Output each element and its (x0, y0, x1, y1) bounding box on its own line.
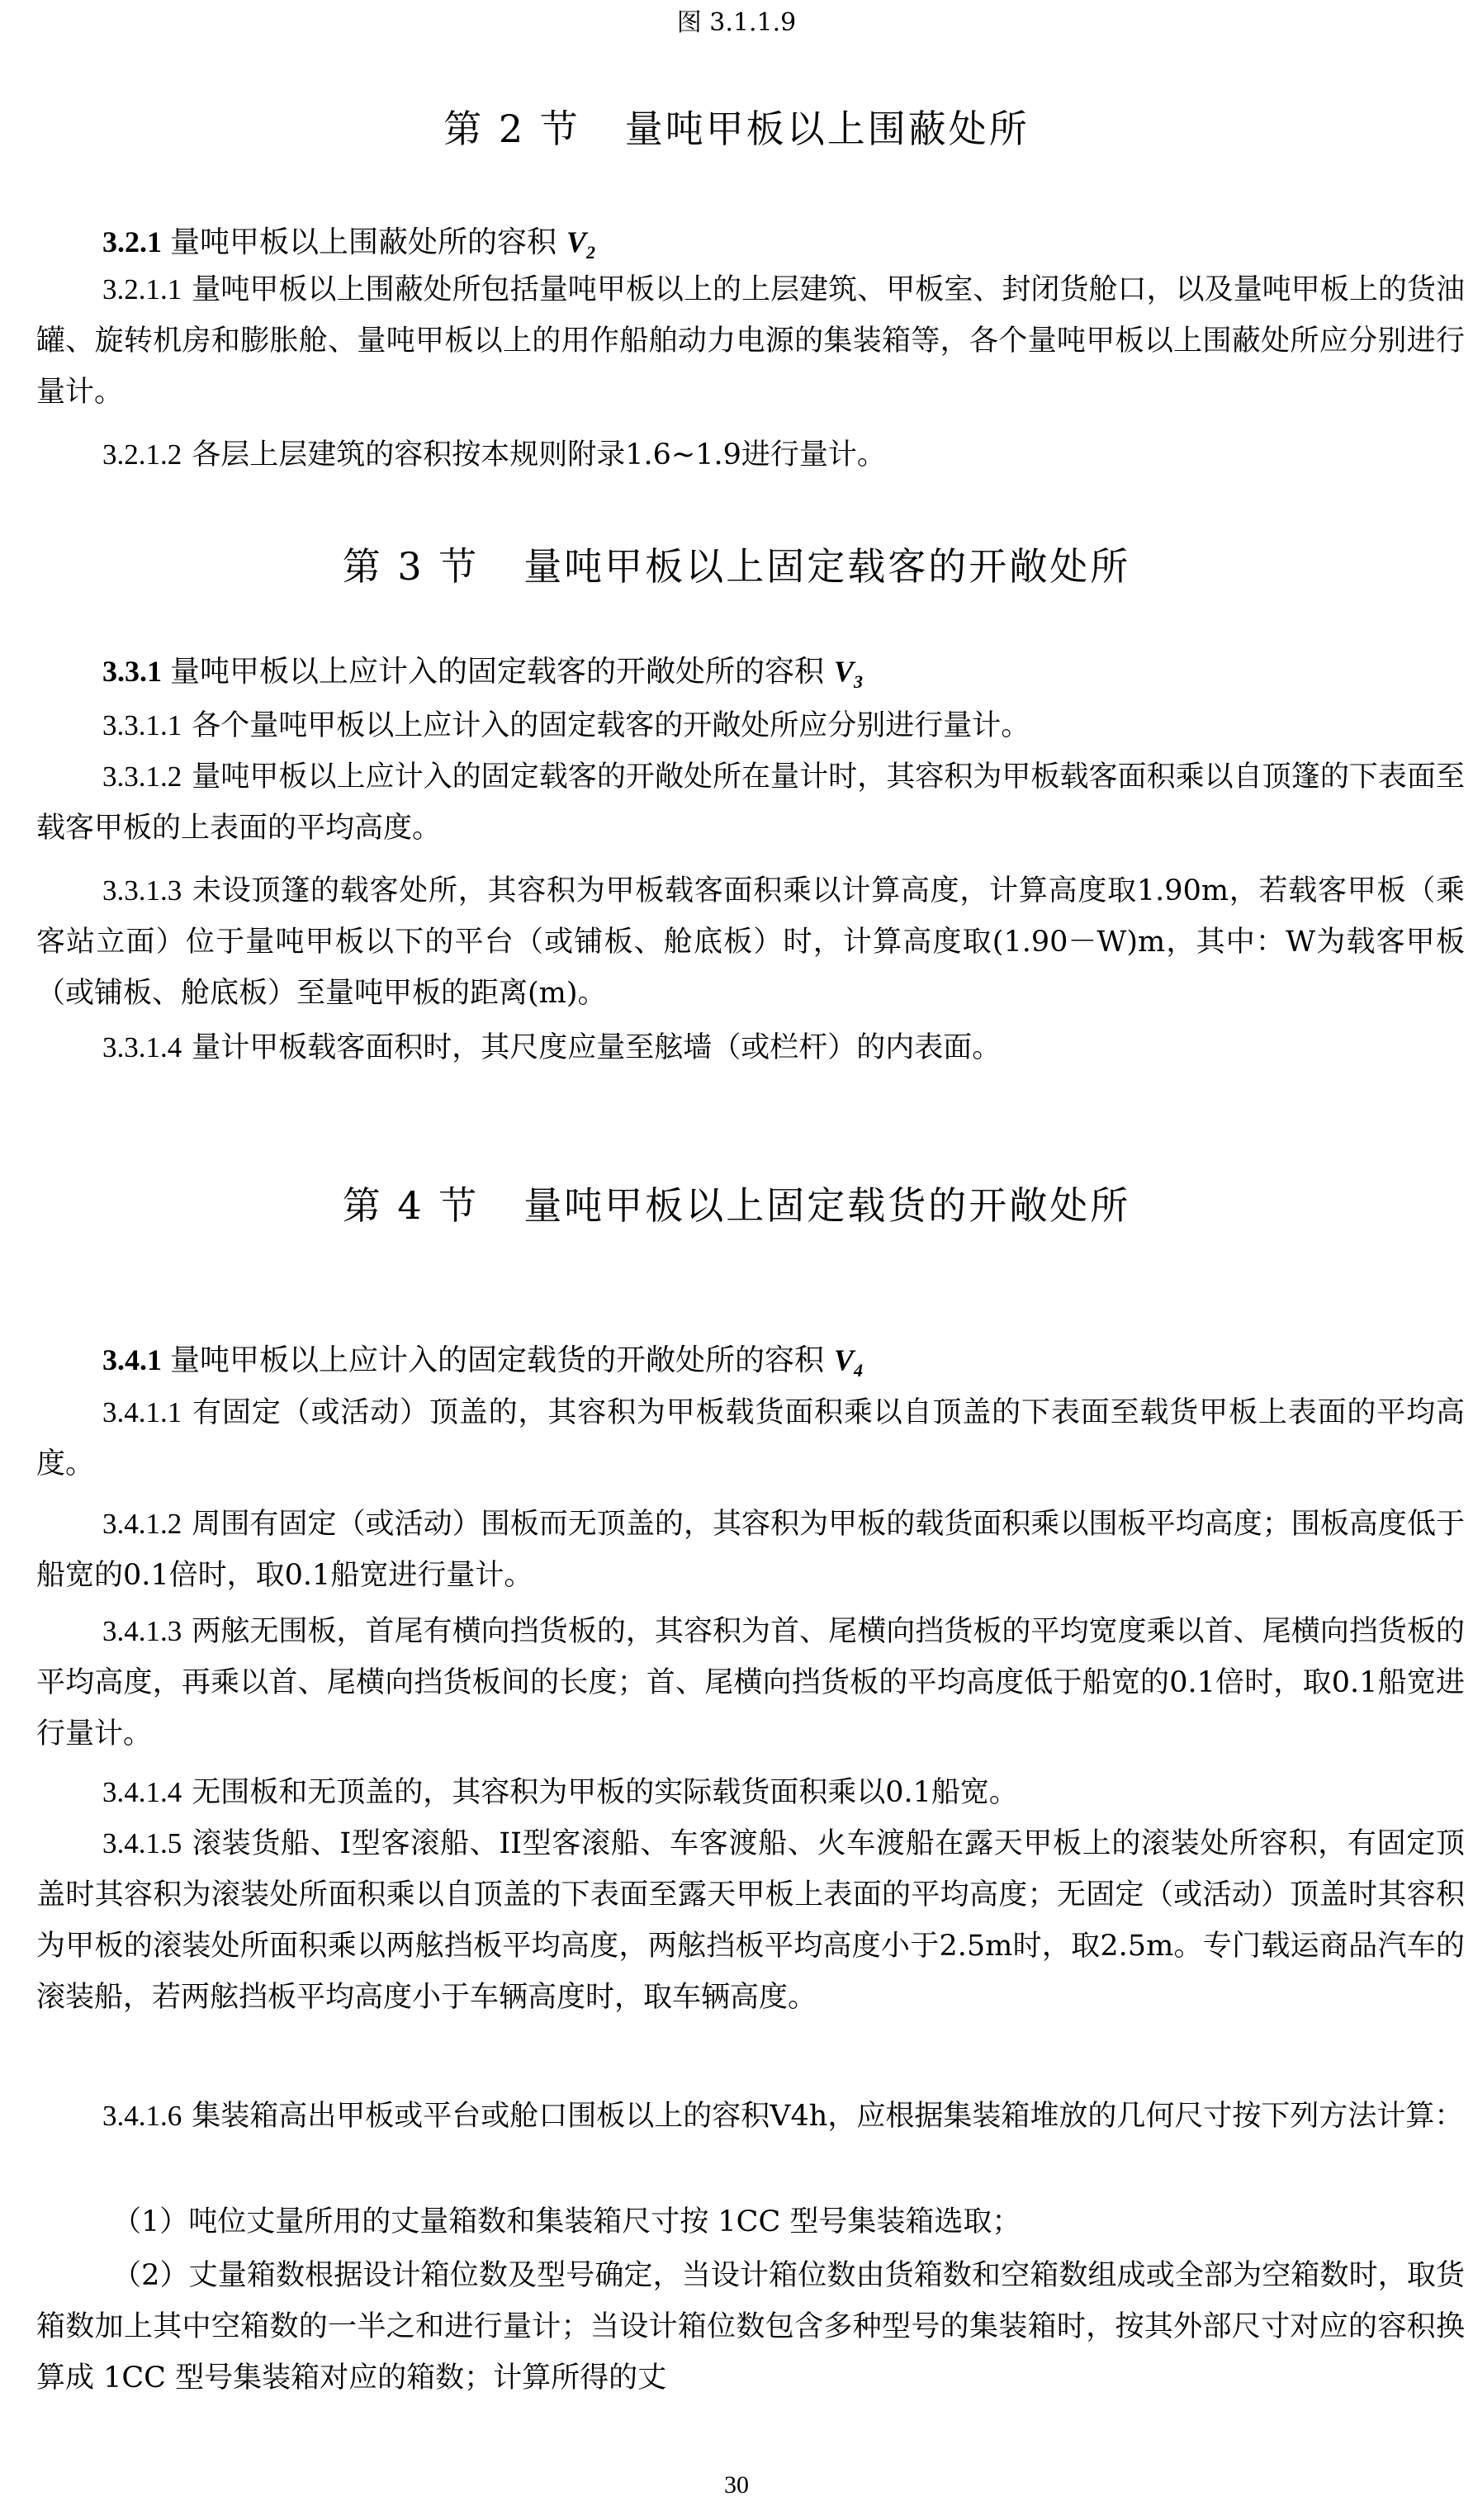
subsection-heading (102, 651, 1423, 703)
paragraph: 3.3.1.2 量吨甲板以上应计入的固定载客的开敞处所在量计时，其容积为甲板载客面积乘以自顶篷的下表面至载客甲板的上表面的平均高度。 (36, 760, 1465, 845)
volume-symbol: $V_2$ (566, 225, 596, 263)
section-label: 第 4 节 (342, 1183, 480, 1228)
volume-symbol: $V_3$ (834, 655, 864, 693)
section-label: 第 2 节 (443, 107, 580, 151)
paragraph: 3.3.1.3 未设顶篷的载客处所，其容积为甲板载客面积乘以计算高度，计算高度取1.90m，若载客甲板（乘客站立面）位于量吨甲板以下的平台（或铺板、舱底板）时，计算高度取(1.90－W)m，其中：W为载客甲板（或铺板、舱底板）至量吨甲板的距离(m)。 (36, 874, 1465, 1010)
subsection-number: 3.2.1 (102, 225, 162, 258)
section-title: 量吨甲板以上固定载客的开敞处所 (523, 544, 1131, 589)
subsection-title: 量吨甲板以上应计入的固定载客的开敞处所的容积 (170, 655, 825, 689)
paragraph: 3.4.1.4 无围板和无顶盖的，其容积为甲板的实际载货面积乘以0.1船宽。 (102, 1776, 1018, 1809)
section-heading (0, 104, 1473, 154)
paragraph: （1）吨位丈量所用的丈量箱数和集装箱尺寸按 1CC 型号集装箱选取； (112, 2205, 1021, 2238)
subsection-title: 量吨甲板以上围蔽处所的容积 (170, 225, 557, 259)
paragraph: 3.4.1.1 有固定（或活动）顶盖的，其容积为甲板载货面积乘以自顶盖的下表面至载货甲板上表面的平均高度。 (36, 1396, 1465, 1480)
section-title: 量吨甲板以上围蔽处所 (624, 107, 1030, 151)
paragraph: 3.2.1.2 各层上层建筑的容积按本规则附录1.6~1.9进行量计。 (102, 438, 886, 471)
paragraph: 3.4.1.2 周围有固定（或活动）围板而无顶盖的，其容积为甲板的载货面积乘以围板平均高度；围板高度低于船宽的0.1倍时，取0.1船宽进行量计。 (36, 1508, 1465, 1592)
page-number: 30 (724, 2471, 749, 2499)
volume-symbol: $V_4$ (834, 1343, 864, 1381)
subsection-number: 3.4.1 (102, 1343, 162, 1376)
subsection-title: 量吨甲板以上应计入的固定载货的开敞处所的容积 (170, 1343, 825, 1377)
paragraph: （2）丈量箱数根据设计箱位数及型号确定，当设计箱位数由货箱数和空箱数组成或全部为空箱数时，取货箱数加上其中空箱数的一半之和进行量计；当设计箱位数包含多种型号的集装箱时，按其外部尺寸对应的容积换算成 1CC 型号集装箱对应的箱数；计算所得的丈 (36, 2259, 1465, 2394)
section-label: 第 3 节 (342, 544, 480, 589)
section-title: 量吨甲板以上固定载货的开敞处所 (523, 1183, 1131, 1228)
paragraph: 3.3.1.1 各个量吨甲板以上应计入的固定载客的开敞处所应分别进行量计。 (102, 709, 1030, 742)
figure-caption: 图 3.1.1.9 (676, 8, 797, 37)
paragraph: 3.2.1.1 量吨甲板以上围蔽处所包括量吨甲板以上的上层建筑、甲板室、封闭货舱口，以及量吨甲板上的货油罐、旋转机房和膨胀舱、量吨甲板以上的用作船舶动力电源的集装箱等，各个量吨甲板以上围蔽处所应分别进行量计。 (36, 273, 1465, 409)
paragraph: 3.3.1.4 量计甲板载客面积时，其尺度应量至舷墙（或栏杆）的内表面。 (102, 1031, 1002, 1064)
section-heading (0, 542, 1473, 591)
paragraph: 3.4.1.5 滚装货船、I型客滚船、II型客滚船、车客渡船、火车渡船在露天甲板上的滚装处所容积，有固定顶盖时其容积为滚装处所面积乘以自顶盖的下表面至露天甲板上表面的平均高度；无固定（或活动）顶盖时其容积为甲板的滚装处所面积乘以两舷挡板平均高度，两舷挡板平均高度小于2.5m时，取2.5m。专门载运商品汽车的滚装船，若两舷挡板平均高度小于车辆高度时，取车辆高度。 (36, 1827, 1465, 2014)
section-heading (0, 1181, 1473, 1230)
subsection-heading (102, 1339, 1423, 1391)
paragraph: 3.4.1.3 两舷无围板，首尾有横向挡货板的，其容积为首、尾横向挡货板的平均宽度乘以首、尾横向挡货板的平均高度，再乘以首、尾横向挡货板间的长度；首、尾横向挡货板的平均高度低于船宽的0.1倍时，取0.1船宽进行量计。 (36, 1615, 1465, 1750)
paragraph: 3.4.1.6 集装箱高出甲板或平台或舱口围板以上的容积V4h，应根据集装箱堆放的几何尺寸按下列方法计算： (102, 2100, 1464, 2133)
subsection-number: 3.3.1 (102, 655, 162, 688)
